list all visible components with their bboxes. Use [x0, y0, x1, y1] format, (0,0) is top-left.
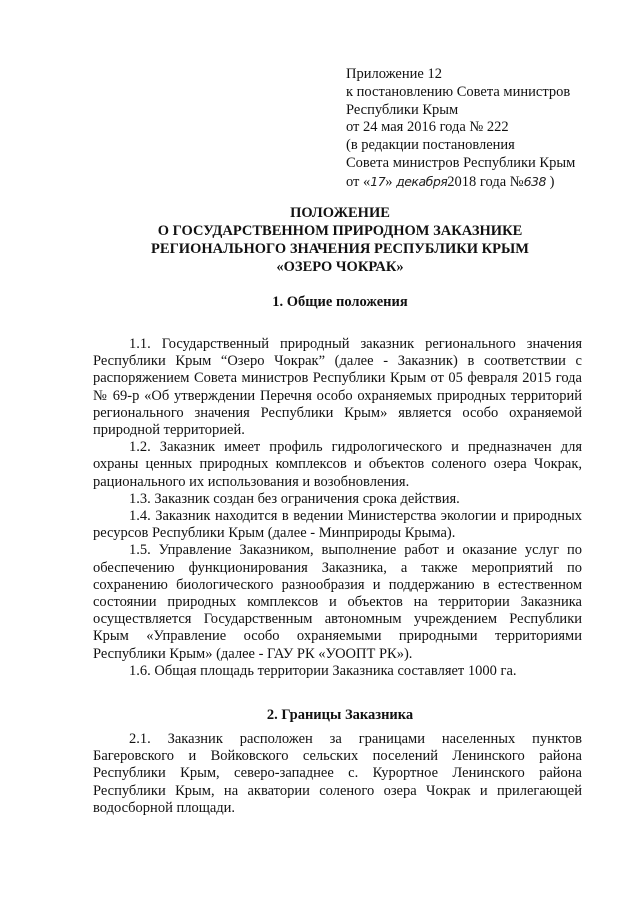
header-line: Республики Крым — [346, 101, 459, 118]
paragraph: 1.4. Заказник находится в ведении Министерства экологии и природных ресурсов Республики Крым (далее - Минприроды Крыма). — [93, 508, 582, 542]
handwritten-day: 17 — [370, 173, 386, 189]
paragraph: 1.1. Государственный природный заказник регионального значения Республики Крым “Озеро Чокрак” (далее - Заказник) в соответствии с распоряжением Совета министров Республики Крым от 05 февраля 2015 года № 69-р «Об утверждении Перечня особо охраняемых природных территорий регионального значения Республики Крым» является особо охраняемой природной территорией. — [93, 336, 582, 439]
title-line: «ОЗЕРО ЧОКРАК» — [276, 259, 404, 275]
paragraph: 2.1. Заказник расположен за границами населенных пунктов Багеровского и Войковского сельских поселений Ленинского района Республики Крым, северо-западнее с. Курортное Ленинского района Республики Крым, на акватории соленого озера Чокрак и прилегающей водосборной площади. — [93, 731, 582, 816]
section-heading-general: 1. Общие положения — [272, 294, 408, 310]
header-line: к постановлению Совета министров — [346, 83, 571, 100]
header-line: Приложение 12 — [346, 66, 442, 82]
date-year: 2018 года № — [447, 173, 524, 190]
handwritten-month: декабря — [396, 173, 448, 189]
date-mid: » — [385, 173, 393, 190]
section-borders — [93, 731, 582, 817]
header-line: (в редакции постановления — [346, 137, 515, 154]
document-title — [60, 204, 620, 276]
handwritten-number: 638 — [523, 173, 546, 189]
paragraph: 1.5. Управление Заказником, выполнение работ и оказание услуг по обеспечению функционирования Заказника, а также мероприятий по сохранению биологического разнообразия и поддержанию в естественном состоянии природных комплексов и объектов на территории Заказника осуществляется Государственным автономным учреждением Республики Крым «Управление особо охраняемыми природными территориями Республики Крым» (далее - ГАУ РК «УООПТ РК»). — [93, 542, 582, 662]
appendix-header — [346, 66, 628, 192]
date-prefix: от « — [346, 173, 371, 190]
header-line: Совета министров Республики Крым — [346, 154, 576, 171]
header-line: от 24 мая 2016 года № 222 — [346, 119, 509, 136]
paragraph: 1.3. Заказник создан без ограничения срока действия. — [129, 490, 460, 507]
title-line: ПОЛОЖЕНИЕ — [290, 205, 390, 221]
paragraph: 1.2. Заказник имеет профиль гидрологического и предназначен для охраны ценных природных комплексов и объектов соленого озера Чокрак, рационального их использования и возобновления. — [93, 439, 582, 490]
section-general — [93, 336, 582, 680]
section-heading-borders: 2. Границы Заказника — [266, 707, 414, 723]
paragraph: 1.6. Общая площадь территории Заказника составляет 1000 га. — [129, 662, 517, 679]
date-close: ) — [549, 173, 555, 190]
title-line: РЕГИОНАЛЬНОГО ЗНАЧЕНИЯ РЕСПУБЛИКИ КРЫМ — [151, 241, 529, 257]
title-line: О ГОСУДАРСТВЕННОМ ПРИРОДНОМ ЗАКАЗНИКЕ — [157, 223, 523, 239]
header-date-line — [346, 173, 628, 192]
